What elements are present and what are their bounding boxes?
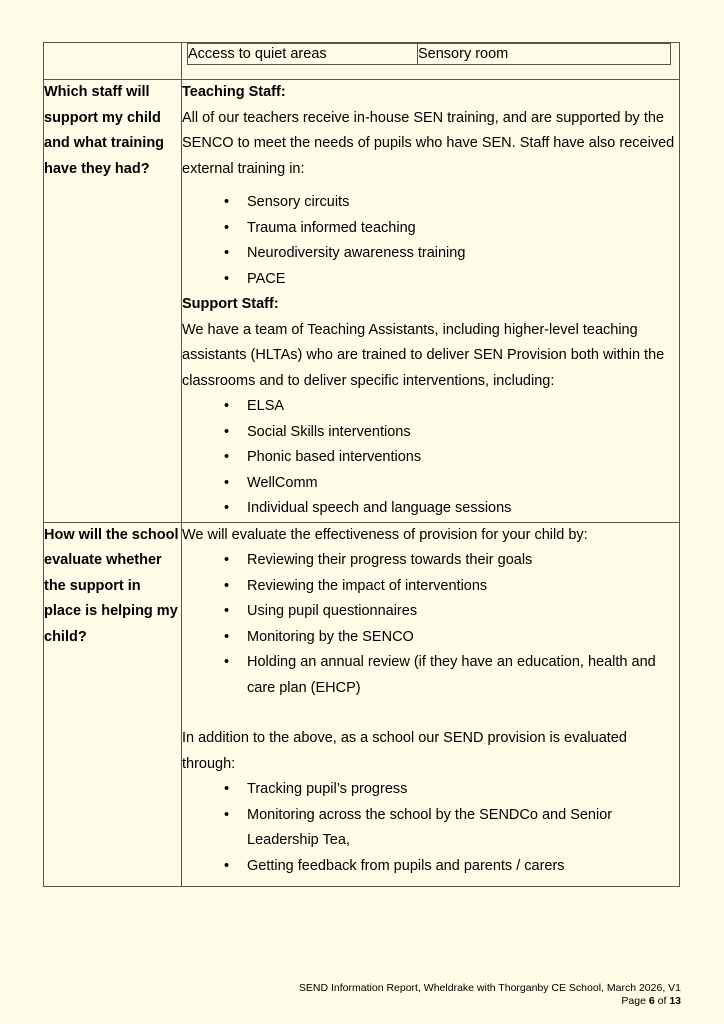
addition-list (182, 777, 679, 879)
list-item: • Monitoring across the school by the SENDCo and Senior Leadership Tea, (182, 803, 679, 854)
list-item: • Reviewing their progress towards their goals (182, 548, 679, 574)
table-row (44, 522, 680, 887)
list-item: • Phonic based interventions (182, 445, 679, 471)
page-word: Page (621, 995, 646, 1007)
support-interventions-list (182, 394, 679, 522)
of-word: of (657, 995, 667, 1007)
addition-text: In addition to the above, as a school our SEND provision is evaluated through: (182, 730, 627, 772)
list-item: • Using pupil questionnaires (182, 599, 679, 625)
answer-cell (182, 522, 680, 887)
list-item: • Trauma informed teaching (182, 216, 679, 242)
provision-cell: Access to quiet areas (188, 44, 418, 65)
table-row (188, 44, 671, 65)
teaching-training-list (182, 190, 679, 292)
page-footer (299, 982, 681, 1008)
list-item: • Individual speech and language sessions (182, 496, 679, 522)
provision-cell: Sensory room (418, 44, 671, 65)
empty-question-cell (44, 43, 182, 80)
page-number (299, 995, 681, 1008)
list-item: • Tracking pupil’s progress (182, 777, 679, 803)
list-item: • Neurodiversity awareness training (182, 241, 679, 267)
teaching-staff-text: All of our teachers receive in-house SEN training, and are supported by the SENCO to meet the needs of pupils who have SEN. Staff have also received external training in: (182, 109, 675, 177)
question-cell: Which staff will support my child and what training have they had? (44, 80, 182, 523)
footer-document-info: SEND Information Report, Wheldrake with Thorganby CE School, March 2026, V1 (298, 982, 681, 994)
list-item: • PACE (182, 267, 679, 293)
table-row (44, 43, 680, 80)
table-row (44, 80, 680, 523)
send-info-table (43, 42, 680, 887)
list-item: • Social Skills interventions (182, 420, 679, 446)
evaluate-list (182, 548, 679, 701)
provision-subtable (187, 43, 671, 65)
answer-cell (182, 80, 680, 523)
list-item: • WellComm (182, 471, 679, 497)
list-item: • Sensory circuits (182, 190, 679, 216)
list-item: • Monitoring by the SENCO (182, 625, 679, 651)
list-item: • ELSA (182, 394, 679, 420)
current-page: 6 (648, 995, 655, 1007)
teaching-staff-heading: Teaching Staff: (182, 84, 286, 100)
evaluate-intro: We will evaluate the effectiveness of provision for your child by: (182, 526, 588, 543)
list-item: • Getting feedback from pupils and parents / carers (182, 854, 679, 880)
list-item: • Reviewing the impact of interventions (182, 574, 679, 600)
total-pages: 13 (669, 995, 681, 1007)
answer-cell (182, 43, 680, 80)
list-item: • Holding an annual review (if they have an education, health and care plan (EHCP) (182, 650, 679, 701)
support-staff-heading: Support Staff: (182, 296, 279, 312)
question-cell: How will the school evaluate whether the support in place is helping my child? (44, 522, 182, 887)
support-staff-text: We have a team of Teaching Assistants, including higher-level teaching assistants (HLTAs) who are trained to deliver SEN Provision both within the classrooms and to deliver specific interventions, including: (182, 321, 665, 389)
